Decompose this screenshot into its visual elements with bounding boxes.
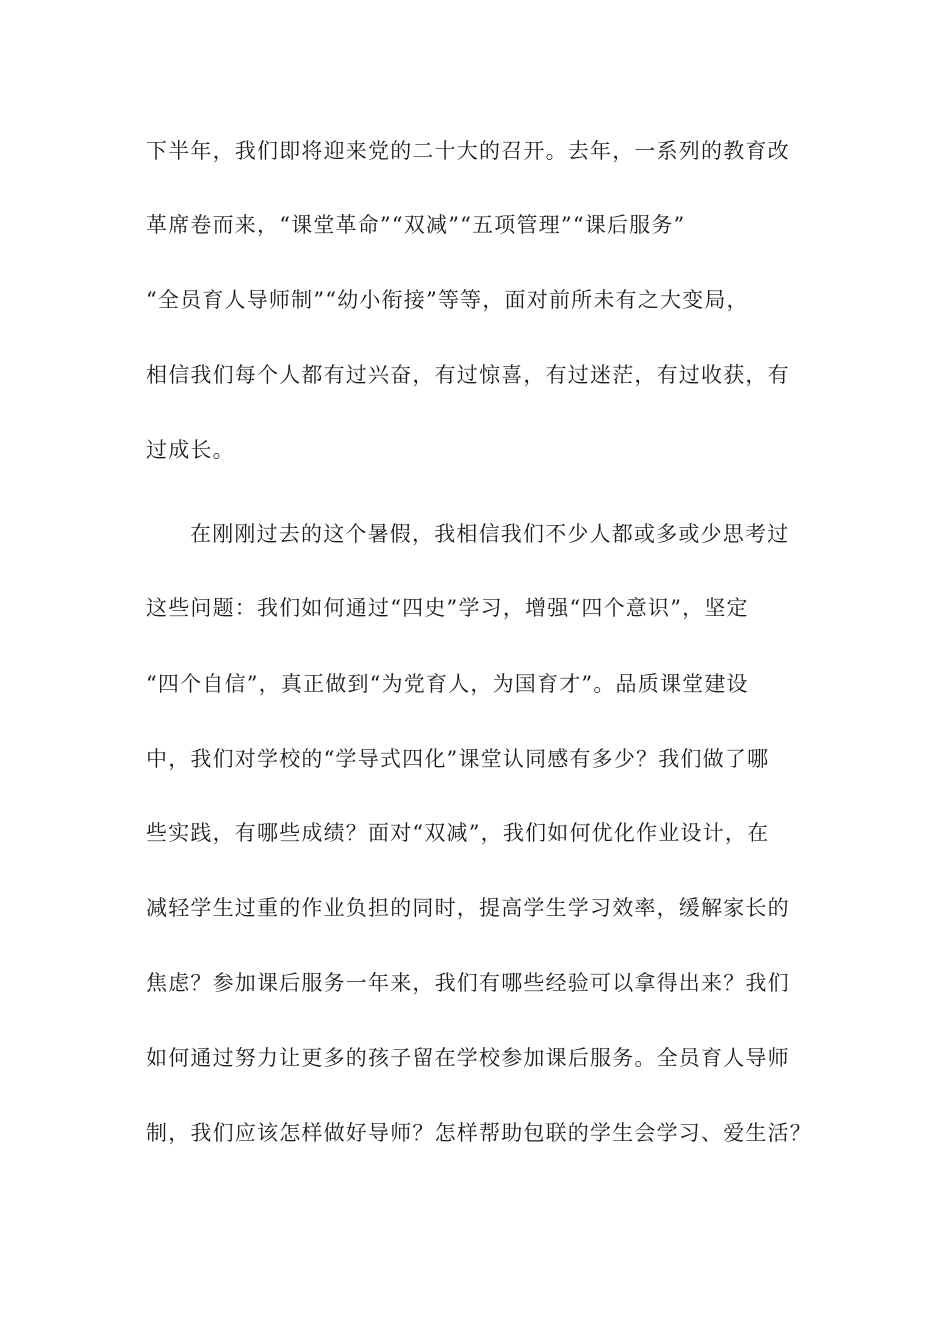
paragraph-1-line-2: 革席卷而来，“课堂革命”“双减”“五项管理”“课后服务” xyxy=(146,213,686,237)
paragraph-1-line-3: “全员育人导师制”“幼小衔接”等等，面对前所未有之大变局， xyxy=(146,288,749,312)
paragraph-2-line-2: 这些问题：我们如何通过“四史”学习，增强“四个意识”，坚定 xyxy=(146,596,749,620)
paragraph-2-line-3: “四个自信”，真正做到“为党育人，为国育才”。品质课堂建设 xyxy=(146,672,749,696)
paragraph-1-line-5: 过成长。 xyxy=(146,438,235,462)
paragraph-2-line-9: 制，我们应该怎样做好导师？怎样帮助包联的学生会学习、爱生活？ xyxy=(146,1121,812,1145)
paragraph-2-line-8: 如何通过努力让更多的孩子留在学校参加课后服务。全员育人导师 xyxy=(146,1046,790,1070)
paragraph-2-line-6: 减轻学生过重的作业负担的同时，提高学生学习效率，缓解家长的 xyxy=(146,896,790,920)
paragraph-2-line-7: 焦虑？参加课后服务一年来，我们有哪些经验可以拿得出来？我们 xyxy=(146,971,790,995)
paragraph-2-line-5: 些实践，有哪些成绩？面对“双减”，我们如何优化作业设计，在 xyxy=(146,821,770,845)
paragraph-1-line-1: 下半年，我们即将迎来党的二十大的召开。去年，一系列的教育改 xyxy=(146,139,790,163)
paragraph-2-line-4: 中，我们对学校的“学导式四化”课堂认同感有多少？我们做了哪 xyxy=(146,747,770,771)
paragraph-1-line-4: 相信我们每个人都有过兴奋，有过惊喜，有过迷茫，有过收获，有 xyxy=(146,363,790,387)
paragraph-2-line-1: 在刚刚过去的这个暑假，我相信我们不少人都或多或少思考过 xyxy=(190,522,790,546)
